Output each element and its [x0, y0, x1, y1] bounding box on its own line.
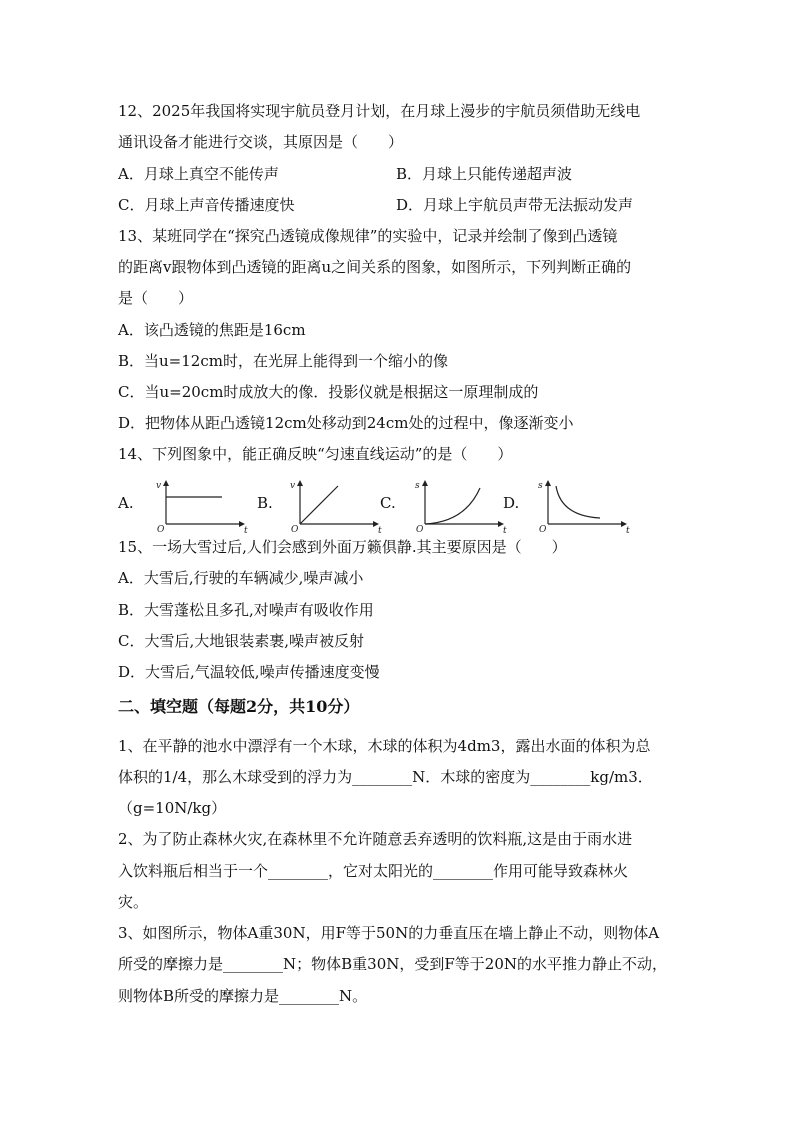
q12-option-c: C．月球上声音传播速度快 [118, 196, 295, 214]
q12-option-b: B．月球上只能传递超声波 [396, 165, 573, 183]
f1-line2: 体积的1/4，那么木球受到的浮力为________N．木球的密度为________kg/m3． [118, 768, 653, 786]
q13-option-d: D．把物体从距凸透镜12cm处移动到24cm处的过程中，像逐渐变小 [118, 414, 574, 432]
q14-graph-d-x-axis: t [626, 526, 630, 534]
q13-stem-line3: 是（ ） [118, 289, 194, 307]
f3-line2: 所受的摩擦力是________N；物体B重30N，受到F等于20N的水平推力静止不动， [118, 955, 667, 973]
q14-graph-c [405, 478, 509, 534]
q14-graph-a-x-axis: t [244, 526, 248, 534]
q12-stem-line2: 通讯设备才能进行交谈，其原因是（ ） [118, 133, 404, 151]
q14-stem: 14、下列图象中，能正确反映“匀速直线运动”的是（ ） [118, 445, 513, 463]
q15-stem: 15、一场大雪过后,人们会感到外面万籁俱静.其主要原因是（ ） [118, 538, 567, 556]
q15-option-a: A．大雪后,行驶的车辆减少,噪声减小 [118, 569, 364, 587]
f2-line2: 入饮料瓶后相当于一个________，它对太阳光的________作用可能导致森林火 [118, 862, 629, 880]
q14-option-d-label: D. [503, 494, 520, 512]
f1-line1: 1、在平静的池水中漂浮有一个木球，木球的体积为4dm3，露出水面的体积为总 [118, 737, 651, 755]
q14-graph-c-origin: O [416, 525, 424, 534]
q14-graph-b-origin: O [291, 525, 299, 534]
q14-option-a-label: A. [118, 494, 134, 512]
q13-option-a: A．该凸透镜的焦距是16cm [118, 321, 306, 339]
f2-line1: 2、为了防止森林火灾,在森林里不允许随意丢弃透明的饮料瓶,这是由于雨水进 [118, 830, 633, 848]
q14-graph-b-y-axis: v [290, 481, 296, 491]
q13-option-b: B．当u=12cm时，在光屏上能得到一个缩小的像 [118, 352, 448, 370]
q14-option-b-label: B. [257, 494, 273, 512]
q13-stem-line2: 的距离v跟物体到凸透镜的距离u之间关系的图象，如图所示，下列判断正确的 [118, 258, 632, 276]
q14-option-c-label: C. [380, 494, 396, 512]
section-heading: 二、填空题（每题2分，共10分） [118, 697, 360, 716]
q13-stem-line1: 13、某班同学在“探究凸透镜成像规律”的实验中，记录并绘制了像到凸透镜 [118, 227, 618, 245]
q12-stem-line1: 12、2025年我国将实现宇航员登月计划，在月球上漫步的宇航员须借助无线电 [118, 102, 641, 120]
q14-graph-d [528, 478, 632, 534]
q14-graph-d-y-axis: s [538, 481, 543, 491]
q15-option-d: D．大雪后,气温较低,噪声传播速度变慢 [118, 663, 380, 681]
q14-graph-d-origin: O [539, 525, 547, 534]
q14-graph-a-y-axis: v [156, 481, 162, 491]
q15-option-b: B．大雪蓬松且多孔,对噪声有吸收作用 [118, 601, 374, 619]
f3-line1: 3、如图所示，物体A重30N，用F等于50N的力垂直压在墙上静止不动，则物体A [118, 924, 660, 942]
f3-line3: 则物体B所受的摩擦力是________N。 [118, 987, 368, 1005]
f1-line3: （g=10N/kg） [118, 799, 227, 817]
q14-graph-b-x-axis: t [378, 526, 382, 534]
q14-graph-c-y-axis: s [415, 481, 420, 491]
q14-graph-a-origin: O [157, 525, 165, 534]
q12-option-d: D．月球上宇航员声带无法振动发声 [396, 196, 634, 214]
f2-line3: 灾。 [118, 893, 149, 911]
q14-graph-b [280, 478, 384, 534]
q12-option-a: A．月球上真空不能传声 [118, 165, 279, 183]
q14-graph-c-x-axis: t [503, 526, 507, 534]
q13-option-c: C．当u=20cm时成放大的像．投影仪就是根据这一原理制成的 [118, 383, 539, 401]
q15-option-c: C．大雪后,大地银装素裹,噪声被反射 [118, 632, 365, 650]
q14-graph-a [146, 478, 250, 534]
